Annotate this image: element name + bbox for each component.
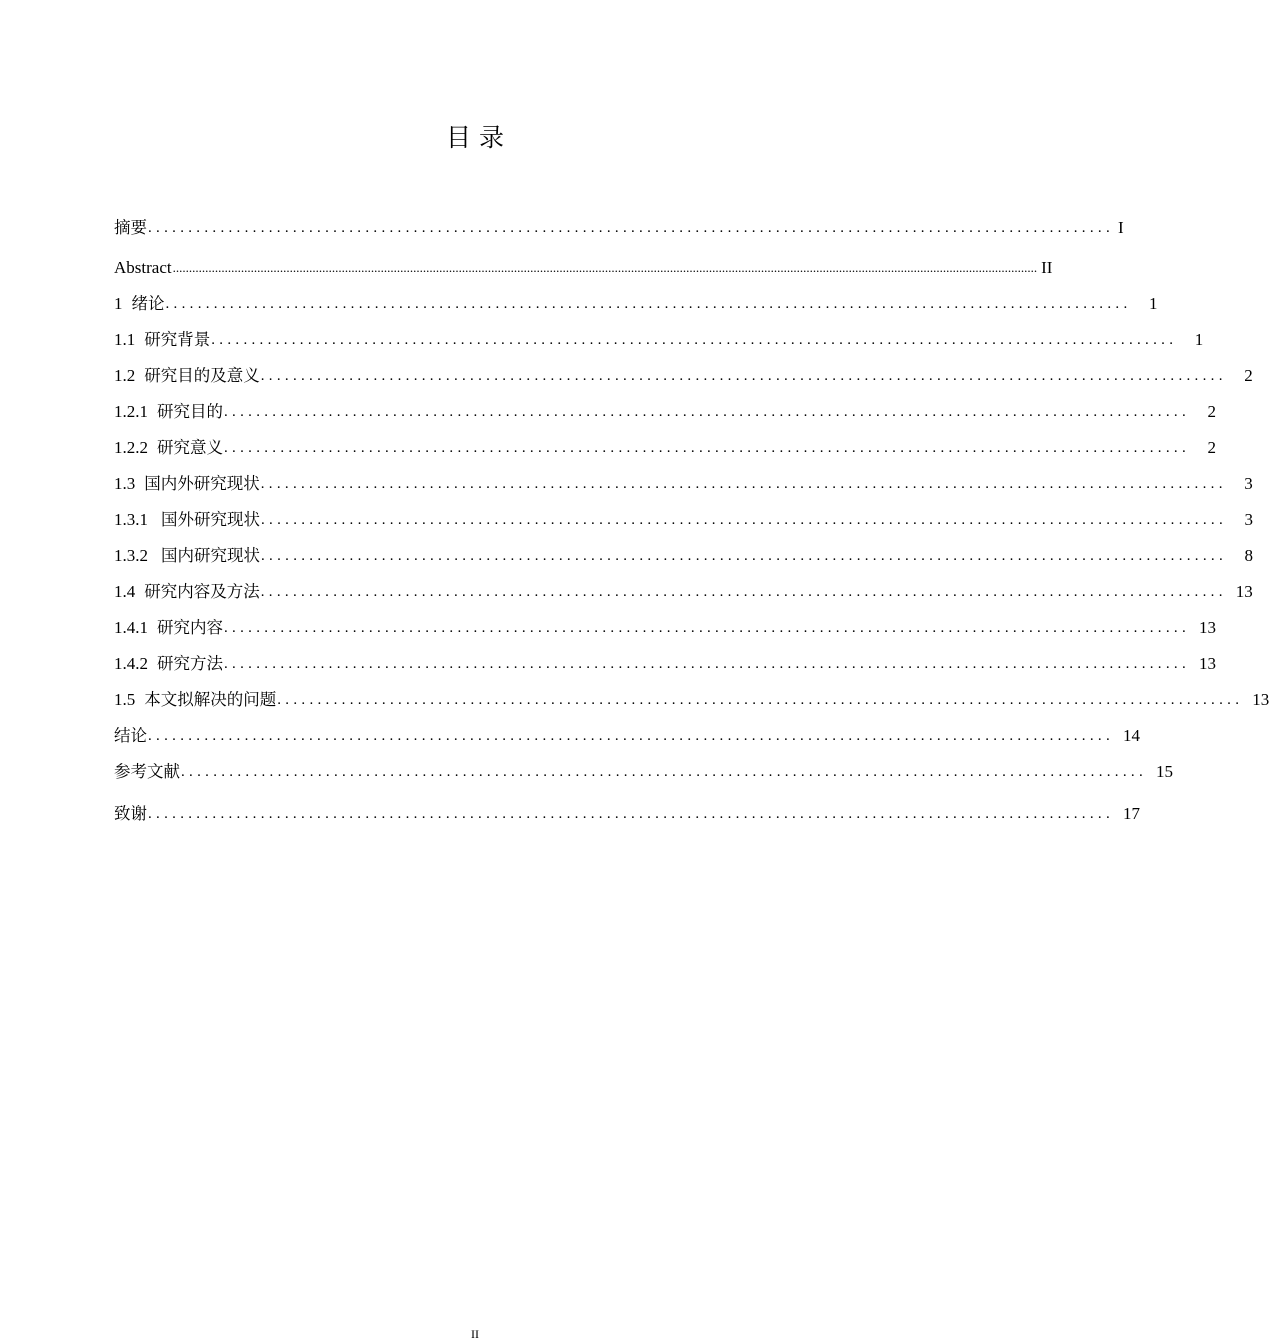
toc-entry-number: 1.1 [114,330,136,349]
table-of-contents [114,207,1269,831]
toc-entry-number: 1.3.1 [114,510,148,529]
page-title: 目 录 [446,123,504,152]
toc-entry-label: 研究目的 [157,402,223,421]
toc-entry-1-1[interactable] [114,321,1204,357]
toc-entry-label: 国内研究现状 [161,546,260,565]
toc-entry-conclusion[interactable] [114,717,1140,753]
dot-leader: ........................................................................................................................ [260,368,1227,384]
toc-entry-page: 14 [1123,726,1140,745]
dot-leader: ........................................................................................................................ [148,728,1114,744]
toc-entry-number: 1 [114,294,123,313]
dot-leader: ........................................................................................................................ [260,476,1227,492]
toc-entry-references[interactable] [114,753,1173,789]
toc-entry-page: 3 [1244,474,1253,493]
toc-entry-number: 1.2.2 [114,438,148,457]
toc-entry-number: 1.3 [114,474,136,493]
toc-entry-1-3[interactable] [114,465,1253,501]
toc-entry-page: 8 [1244,546,1253,565]
toc-entry-page: 13 [1199,654,1216,673]
toc-entry-page: 13 [1235,582,1253,601]
toc-entry-number: 1.4.1 [114,618,148,637]
toc-entry-label: 国外研究现状 [161,510,260,529]
toc-entry-number: 1.3.2 [114,546,148,565]
toc-entry-1-3-2[interactable] [114,537,1253,573]
toc-entry-1-2-1[interactable] [114,393,1216,429]
dot-leader: ........................................................................................................................ [224,404,1190,420]
toc-entry-label: 结论 [114,726,147,745]
toc-entry-1-2-2[interactable] [114,429,1216,465]
dot-leader: ........................................................................................................................ [224,656,1190,672]
toc-entry-label: 研究背景 [144,330,211,349]
dot-leader: ........................................................................................................................ [277,692,1244,708]
toc-entry-chapter-1[interactable] [114,285,1158,321]
dot-leader: .......................................................................................................................................................................................................................................................................... [172,260,1038,275]
toc-entry-label: Abstract [114,258,172,277]
toc-entry-number: 1.4.2 [114,654,148,673]
toc-entry-1-3-1[interactable] [114,501,1253,537]
dot-leader: ........................................................................................................................ [260,584,1227,600]
toc-entry-page: 13 [1199,618,1216,637]
toc-entry-label: 国内外研究现状 [144,474,260,493]
toc-entry-page: 1 [1149,294,1158,313]
toc-entry-acknowledgements[interactable] [114,789,1140,831]
toc-entry-1-5[interactable] [114,681,1269,717]
dot-leader: ........................................................................................................................ [261,512,1227,528]
toc-entry-label: 研究意义 [157,438,223,457]
dot-leader: ........................................................................................................................ [181,764,1147,780]
toc-entry-abstract-en[interactable]: Abstract .......................................................................................................................................................................................................................................................................... II [114,258,1053,277]
toc-entry-label: 参考文献 [114,762,180,781]
toc-entry-page: 1 [1194,330,1204,349]
toc-entry-page: 2 [1244,366,1253,385]
dot-leader: ........................................................................................................................ [148,806,1114,822]
toc-entry-1-4-2[interactable] [114,645,1216,681]
toc-entry-label: 绪论 [131,294,165,313]
toc-entry-page: 13 [1252,690,1269,709]
dot-leader: ........................................................................................................................ [224,440,1190,456]
toc-entry-label: 研究目的及意义 [144,366,260,385]
toc-entry-page: 17 [1123,804,1140,823]
toc-entry-number: 1.2 [114,366,136,385]
toc-entry-page: 15 [1156,762,1173,781]
dot-leader: ........................................................................................................................ [148,220,1114,236]
toc-entry-label: 研究内容 [157,618,223,637]
toc-entry-abstract-cn[interactable]: 摘要 ........................................................................................................................ I [114,218,1124,237]
toc-entry-number: 1.4 [114,582,136,601]
toc-entry-page: 3 [1244,510,1253,529]
dot-leader: ........................................................................................................................ [224,620,1190,636]
toc-entry-1-2[interactable] [114,357,1253,393]
toc-entry-number: 1.2.1 [114,402,148,421]
toc-entry-label: 致谢 [114,804,147,823]
toc-entry-label: 本文拟解决的问题 [144,690,277,709]
toc-entry-label: 摘要 [114,218,147,237]
toc-entry-1-4[interactable] [114,573,1253,609]
dot-leader: ........................................................................................................................ [261,548,1227,564]
dot-leader: ........................................................................................................................ [165,296,1132,312]
toc-entry-page: 2 [1207,402,1216,421]
toc-entry-1-4-1[interactable] [114,609,1216,645]
toc-entry-label: 研究方法 [157,654,223,673]
toc-entry-label: 研究内容及方法 [144,582,260,601]
toc-entry-page: 2 [1207,438,1216,457]
page-number: II [471,1327,479,1341]
toc-entry-number: 1.5 [114,690,136,709]
dot-leader: ........................................................................................................................ [211,332,1178,348]
